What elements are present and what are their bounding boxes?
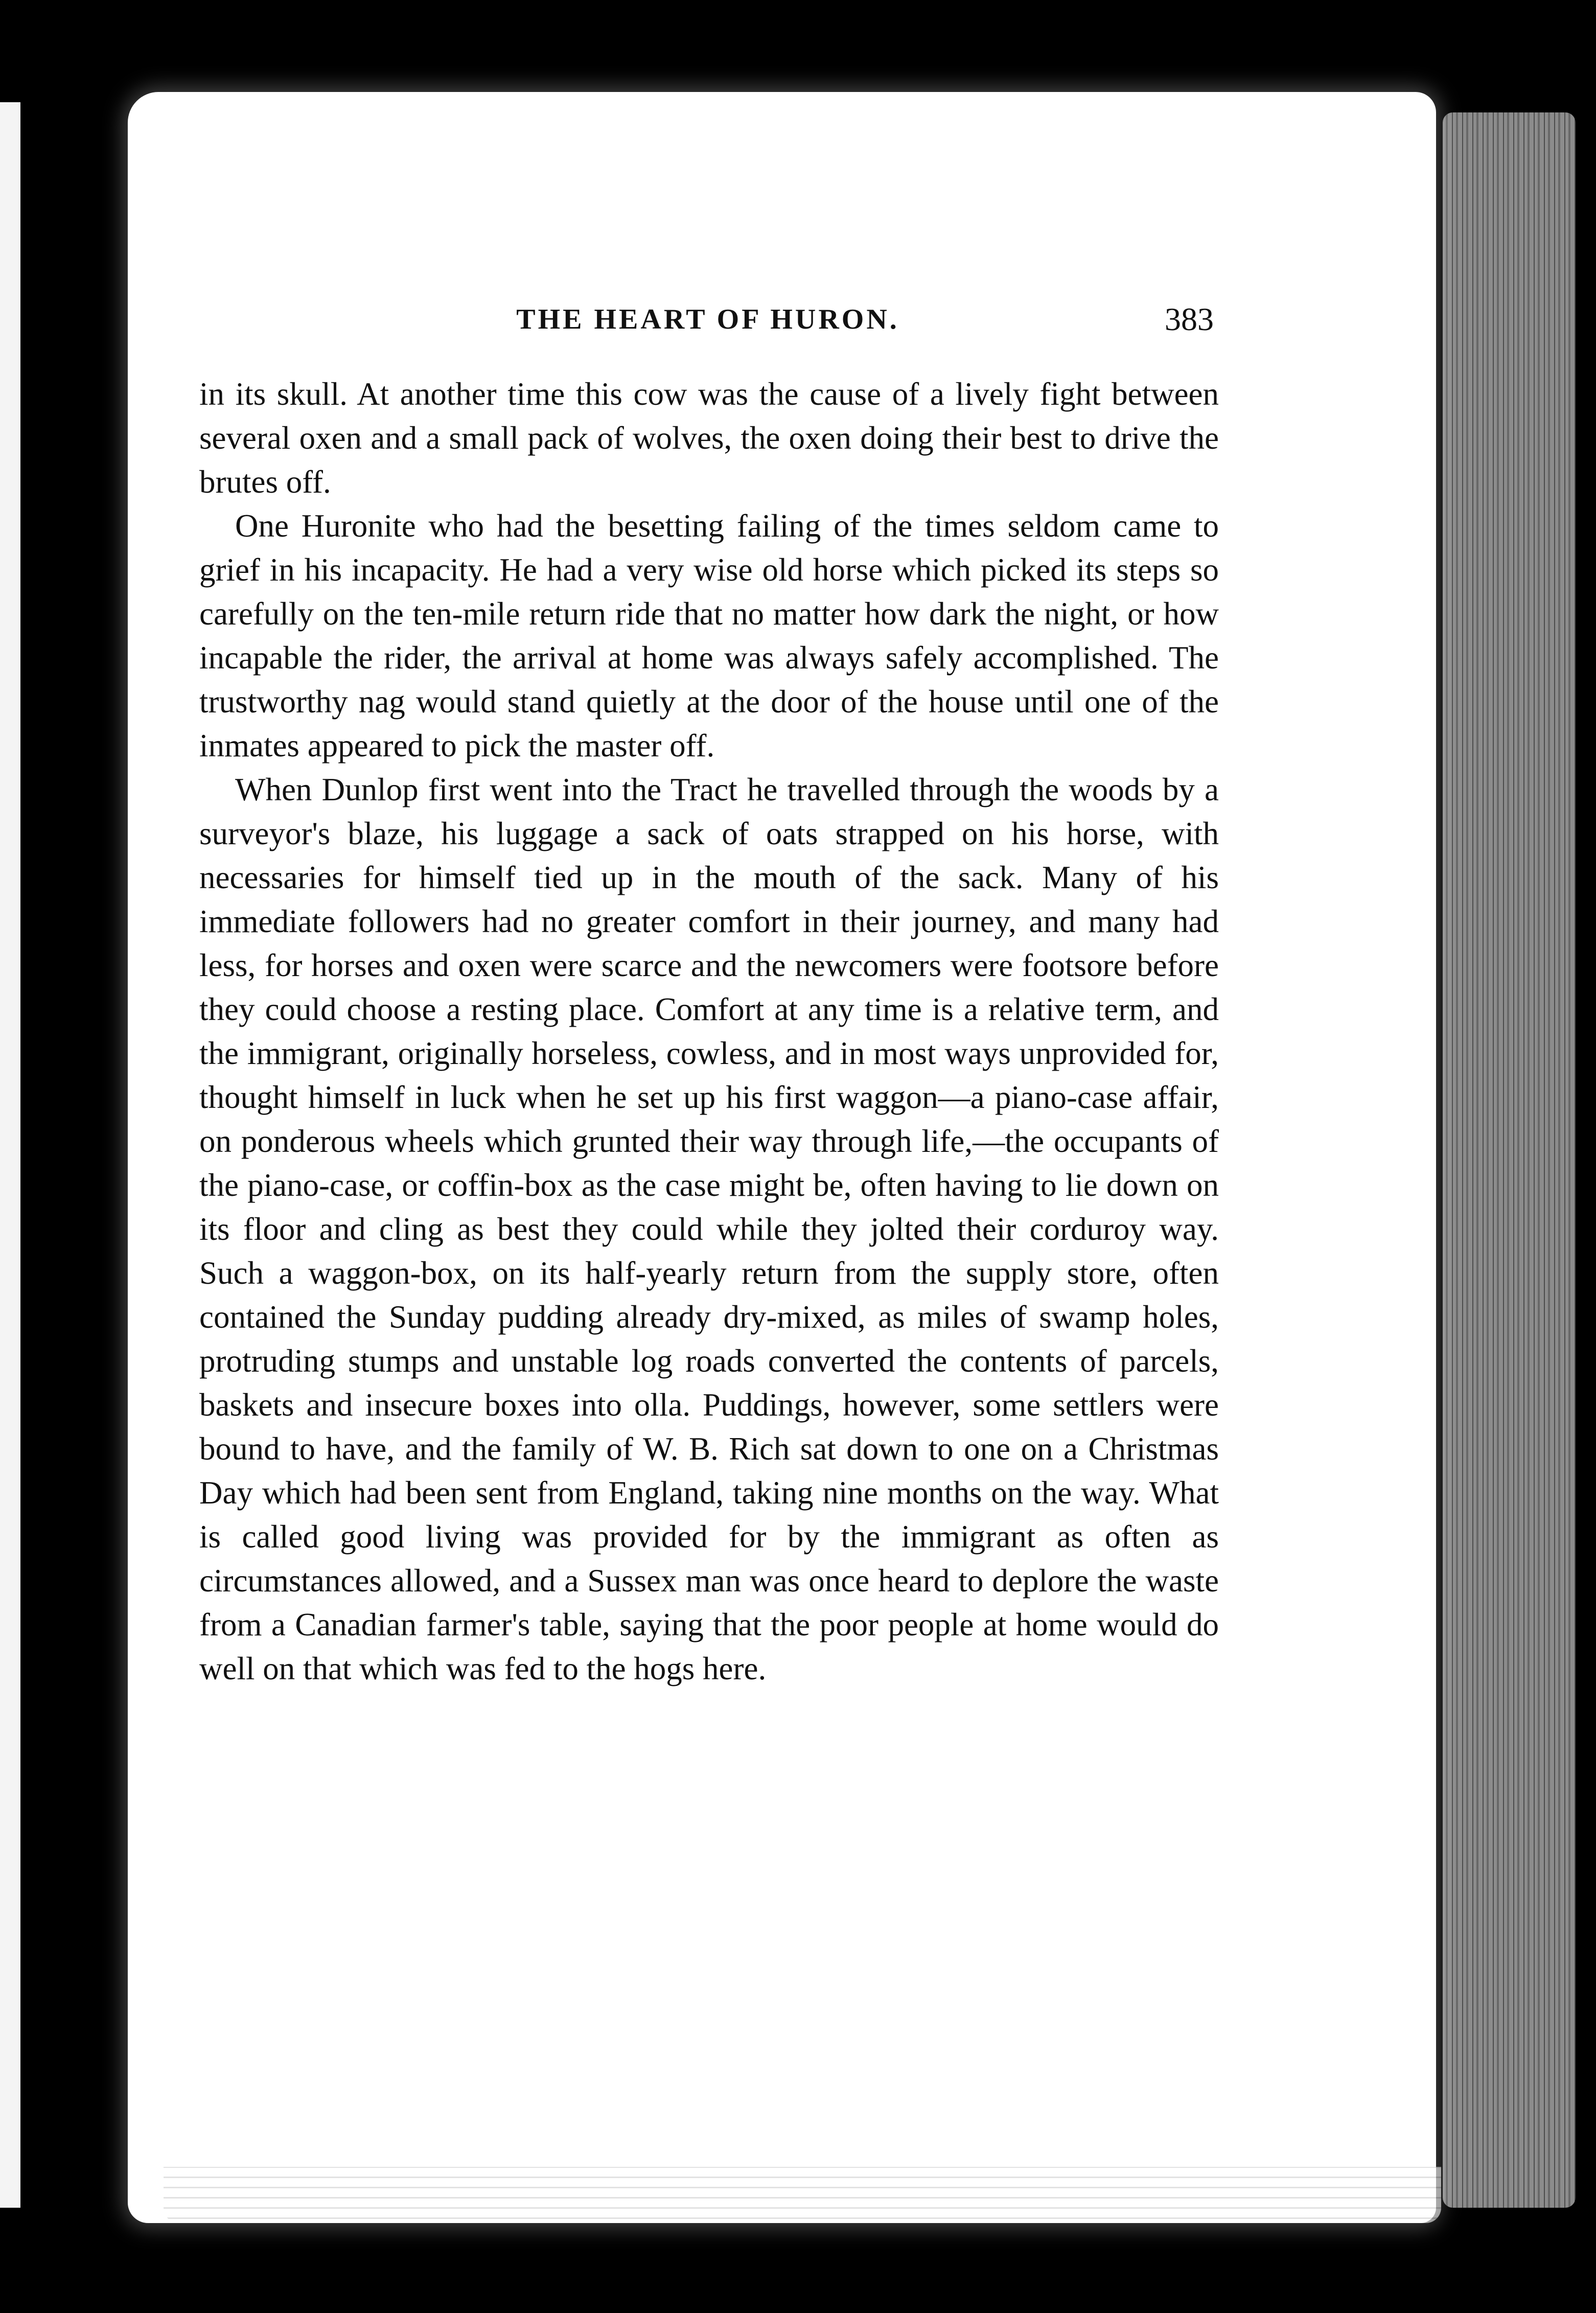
- running-title: THE HEART OF HURON.: [516, 304, 899, 335]
- page-number: 383: [1165, 301, 1214, 337]
- paragraph-dunlop-tract: When Dunlop first went into the Tract he travelled through the woods by a surveyor's blaze, his luggage a sack of oats strapped on his horse, with necessaries for himself tied up in the mouth of the sack. Many of his immediate followers had no greater comfort in their journey, and many had less, for horses and oxen were scarce and the newcomers were footsore before they could choose a resting place. Comfort at any time is a relative term, and the immigrant, originally horseless, cowless, and in most ways unprovided for, thought himself in luck when he set up his first waggon—a piano-case affair, on ponderous wheels which grunted their way through life,—the occupants of the piano-case, or coffin-box as the case might be, often having to lie down on its floor and cling as best they could while they jolted their corduroy way. Such a waggon-box, on its half-yearly return from the supply store, often contained the Sunday pudding already dry-mixed, as miles of swamp holes, protruding stumps and unstable log roads converted the contents of parcels, baskets and insecure boxes into olla. Puddings, however, some settlers were bound to have, and the family of W. B. Rich sat down to one on a Christmas Day which had been sent from England, taking nine months on the way. What is called good living was provided for by the immigrant as often as circumstances allowed, and a Sussex man was once heard to deplore the waste from a Canadian farmer's table, saying that the poor people at home would do well on that which was fed to the hogs here.: [199, 772, 1219, 1686]
- page-stack-edge-right: [1443, 112, 1576, 2208]
- paragraph-continued: in its skull. At another time this cow was the cause of a lively fight between several oxen and a small pack of wolves, the oxen doing their best to drive the brutes off.: [199, 376, 1219, 500]
- page-stack-edge-bottom: [164, 2167, 1441, 2223]
- body-text: [199, 372, 1219, 1691]
- paragraph-huronite-horse: One Huronite who had the besetting failing of the times seldom came to grief in his incapacity. He had a very wise old horse which picked its steps so carefully on the ten-mile return ride that no matter how dark the night, or how incapable the rider, the arrival at home was always safely accomplished. The trustworthy nag would stand quietly at the door of the house until one of the inmates appeared to pick the master off.: [199, 508, 1219, 764]
- adjacent-page-edge: [0, 102, 20, 2208]
- running-head: [202, 299, 1214, 340]
